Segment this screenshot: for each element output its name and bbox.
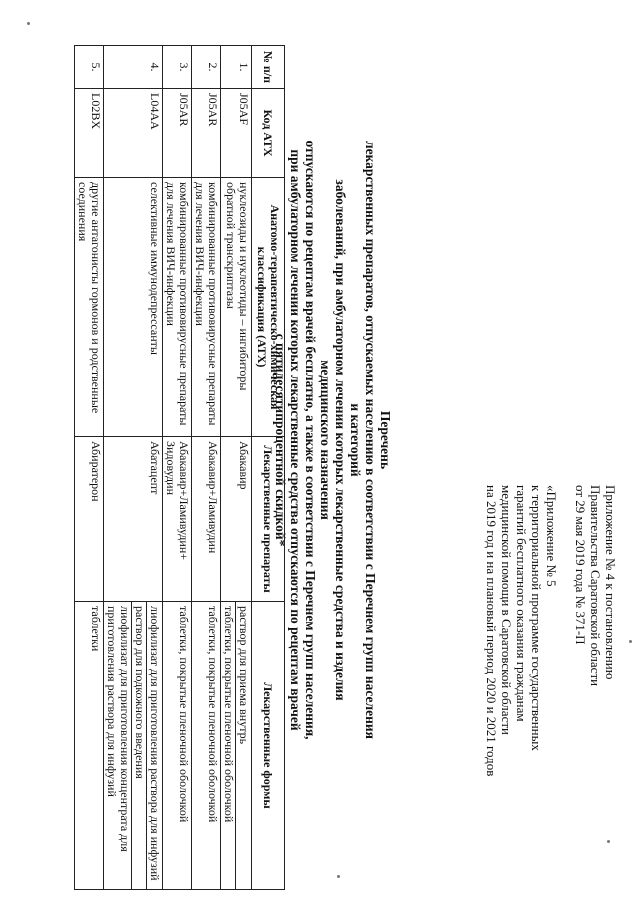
row-drug: Абакавир xyxy=(221,437,252,602)
dosage-form: таблетки, покрытые пленочной оболочкой xyxy=(206,606,220,823)
dosage-form: лиофилизат для приготовления концентрата для приготовления раствора для инфузий xyxy=(105,602,132,889)
row-num: 3. xyxy=(163,46,192,89)
heading-line: отпускаются по рецептам врачей бесплатно, а также в соответствии с Перечнем групп населения, xyxy=(303,140,318,740)
row-atx-code: L04AA xyxy=(104,89,163,178)
row-num: 4. xyxy=(104,46,163,89)
dosage-form: таблетки, покрытые пленочной оболочкой xyxy=(177,606,191,823)
table-row xyxy=(163,46,192,890)
dosage-form: таблетки xyxy=(89,606,103,652)
table-header-row xyxy=(252,46,285,890)
row-forms xyxy=(104,602,163,890)
row-classification: комбинированные противовирусные препараты для лечения ВИЧ-инфекции xyxy=(163,178,192,437)
row-num: 1. xyxy=(221,46,252,89)
header-classification: Анатомо-терапевтическо-химическая классификация (АТХ) xyxy=(252,178,285,437)
heading-line: при амбулаторном лечении которых лекарственные средства отпускаются по рецептам врачей xyxy=(288,149,303,731)
heading-line: с пятидесятипроцентной скидкой* xyxy=(273,333,288,547)
dosage-form: лиофилизат для приготовления раствора для инфузий xyxy=(148,606,162,881)
appendix-block xyxy=(484,485,618,815)
row-num: 2. xyxy=(192,46,221,89)
scan-speck xyxy=(607,840,610,843)
dosage-form: раствор для приема внутрь xyxy=(237,606,251,745)
row-classification: нуклеозиды и нуклеотиды – ингибиторы обратной транскриптазы xyxy=(221,178,252,437)
row-forms xyxy=(221,602,252,890)
table-row xyxy=(104,46,163,890)
appendix-line: Приложение № 4 к постановлению xyxy=(603,485,618,680)
header-forms: Лекарственные формы xyxy=(252,602,285,890)
dosage-form: раствор для подкожного введения xyxy=(133,602,147,889)
row-drug: Абиратерон xyxy=(75,437,104,602)
drugs-table xyxy=(74,45,285,890)
row-classification: комбинированные противовирусные препараты для лечения ВИЧ-инфекции xyxy=(192,178,221,437)
row-classification: селективные иммунодепрессанты xyxy=(104,178,163,437)
header-drugs: Лекарственные препараты xyxy=(252,437,285,602)
heading-line: лекарственных препаратов, отпускаемых населению в соответствии с Перечнем групп населения и категорий xyxy=(348,141,378,739)
sub-appendix-line: гарантий бесплатного оказания гражданам xyxy=(514,485,529,722)
row-drug: Абакавир+Ламивудин+ Зидовудин xyxy=(163,437,192,602)
scan-speck xyxy=(337,875,340,878)
dosage-form: таблетки, покрытые пленочной оболочкой xyxy=(222,602,236,889)
row-forms xyxy=(75,602,104,890)
row-num: 5. xyxy=(75,46,104,89)
row-atx-code: J05AF xyxy=(221,89,252,178)
document-heading xyxy=(273,140,393,740)
table-row xyxy=(192,46,221,890)
row-drug: Абакавир+Ламивудин xyxy=(192,437,221,602)
scan-speck xyxy=(629,640,632,643)
sub-appendix-line: на 2019 год и на плановый период 2020 и 2021 годов xyxy=(484,485,499,777)
row-forms xyxy=(163,602,192,890)
row-atx-code: J05AR xyxy=(163,89,192,178)
header-atx-code: Код АТХ xyxy=(252,89,285,178)
heading-line: заболеваний, при амбулаторном лечении которых лекарственные средства и изделия медицинского назначения xyxy=(318,179,348,701)
scan-speck xyxy=(27,22,30,25)
sub-appendix-line: медицинской помощи в Саратовской области xyxy=(499,485,514,735)
table-row xyxy=(75,46,104,890)
header-num: № п/п xyxy=(252,46,285,89)
heading-title: Перечень xyxy=(378,410,393,470)
table-row xyxy=(221,46,252,890)
appendix-line: Правительства Саратовской области xyxy=(588,485,603,687)
appendix-line: от 29 мая 2019 года № 371-П xyxy=(573,485,588,645)
sub-appendix-title: «Приложение № 5 xyxy=(544,485,559,587)
row-drug: Абатацепт xyxy=(104,437,163,602)
row-forms xyxy=(192,602,221,890)
sub-appendix-line: к территориальной программе государственных xyxy=(529,485,544,751)
row-atx-code: J05AR xyxy=(192,89,221,178)
row-atx-code: L02BX xyxy=(75,89,104,178)
row-classification: другие антагонисты гормонов и родственные соединения xyxy=(75,178,104,437)
